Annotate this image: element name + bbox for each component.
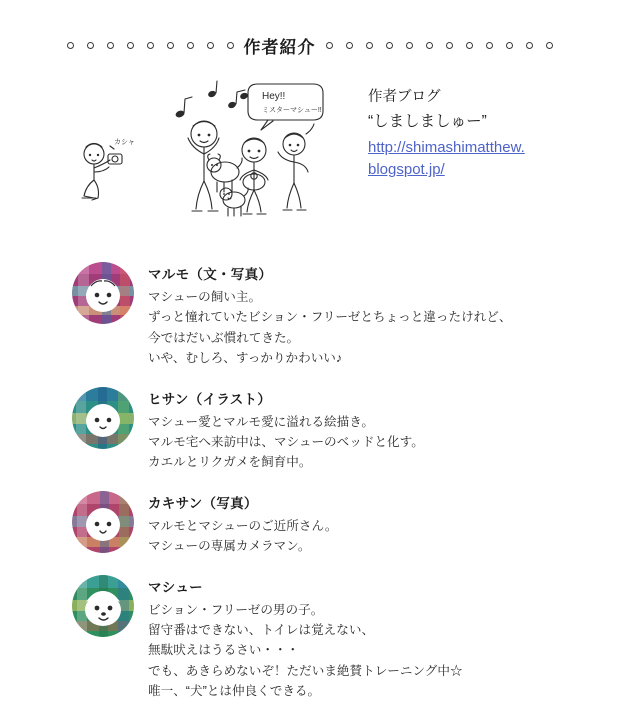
page-header (0, 28, 619, 62)
group-illustration (62, 72, 362, 237)
person-name: マシュー (148, 579, 203, 595)
speech-line-1: Hey!! (262, 91, 286, 102)
description-line: マシュー愛とマルモ愛に溢れる絵描き。 (148, 414, 374, 429)
blog-url-line-1: http://shimashimatthew. (368, 139, 525, 157)
description-line: 唯一、“犬”とは仲良くできる。 (148, 684, 321, 699)
avatar-matthew (72, 575, 134, 637)
dog-figure-1 (207, 154, 242, 192)
description-line: 今ではだいぶ慣れてきた。 (148, 330, 300, 345)
speech-bubble (248, 84, 323, 130)
description-line: マルモとマシューのご近所さん。 (148, 518, 338, 533)
description-line: ずっと憧れていたビション・フリーゼとちょっと違ったけれど、 (148, 310, 512, 325)
camera-sound-label: カシャ (114, 139, 135, 146)
decorative-dot (127, 42, 134, 49)
person-description (148, 600, 463, 702)
decorative-dot (67, 42, 74, 49)
blog-url-link[interactable] (368, 137, 525, 181)
decorative-dot (87, 42, 94, 49)
person-name: マルモ（文・写真） (148, 267, 273, 282)
decorative-dot (386, 42, 393, 49)
list-item (0, 260, 619, 369)
decorative-dot (466, 42, 473, 49)
contributor-list (0, 260, 619, 717)
decorative-dot (366, 42, 373, 49)
person-text (148, 489, 337, 557)
decorative-dot (107, 42, 114, 49)
decorative-dot (346, 42, 353, 49)
blog-info (368, 86, 588, 183)
blog-name: “しましましゅー” (368, 113, 487, 131)
description-line: カエルとリクガメを飼育中。 (148, 455, 312, 470)
avatar-marumo (72, 262, 134, 324)
person-name: ヒサン（イラスト） (148, 391, 272, 407)
music-notes-icon (175, 81, 249, 119)
list-item (0, 573, 619, 702)
decorative-dot (207, 42, 214, 49)
description-line: いや、むしろ、すっかりかわいい♪ (148, 351, 343, 366)
blog-url-line-2: blogspot.jp/ (368, 161, 445, 179)
person-name: カキサン（写真） (148, 495, 258, 511)
list-item (0, 385, 619, 473)
header-dot-row-right (326, 42, 553, 49)
list-item (0, 489, 619, 557)
blog-label: 作者ブログ (368, 89, 441, 105)
decorative-dot (526, 42, 533, 49)
person-text (148, 260, 511, 369)
decorative-dot (326, 42, 333, 49)
header-dot-row-left (67, 42, 234, 49)
person-description (148, 287, 511, 369)
decorative-dot (406, 42, 413, 49)
person-text (148, 385, 424, 473)
decorative-dot (486, 42, 493, 49)
description-line: でも、あきらめないぞ！ただいま絶賛トレーニング中☆ (148, 663, 463, 678)
decorative-dot (167, 42, 174, 49)
speech-line-2: ミスターマシュー!! (262, 107, 322, 114)
person-description (148, 516, 337, 557)
description-line: ビション・フリーゼの男の子。 (148, 602, 324, 617)
description-line: マシューの飼い主。 (148, 290, 262, 304)
page-title: 作者紹介 (243, 37, 316, 57)
photographer-figure (82, 138, 135, 200)
description-line: 留守番はできない、トイレは覚えない、 (148, 622, 375, 637)
description-line: 無駄吠えはうるさい・・・ (148, 643, 300, 658)
description-line: マシューの専属カメラマン。 (148, 539, 311, 554)
decorative-dot (506, 42, 513, 49)
avatar-kakisan (72, 491, 134, 553)
avatar-hisan (72, 387, 134, 449)
description-line: マルモ宅へ来訪中は、マシューのベッドと化す。 (148, 434, 424, 449)
decorative-dot (546, 42, 553, 49)
decorative-dot (426, 42, 433, 49)
decorative-dot (446, 42, 453, 49)
intro-section (0, 72, 619, 242)
person-text (148, 573, 463, 702)
person-description (148, 412, 424, 473)
decorative-dot (147, 42, 154, 49)
decorative-dot (187, 42, 194, 49)
person-figure-3 (278, 124, 314, 210)
decorative-dot (227, 42, 234, 49)
